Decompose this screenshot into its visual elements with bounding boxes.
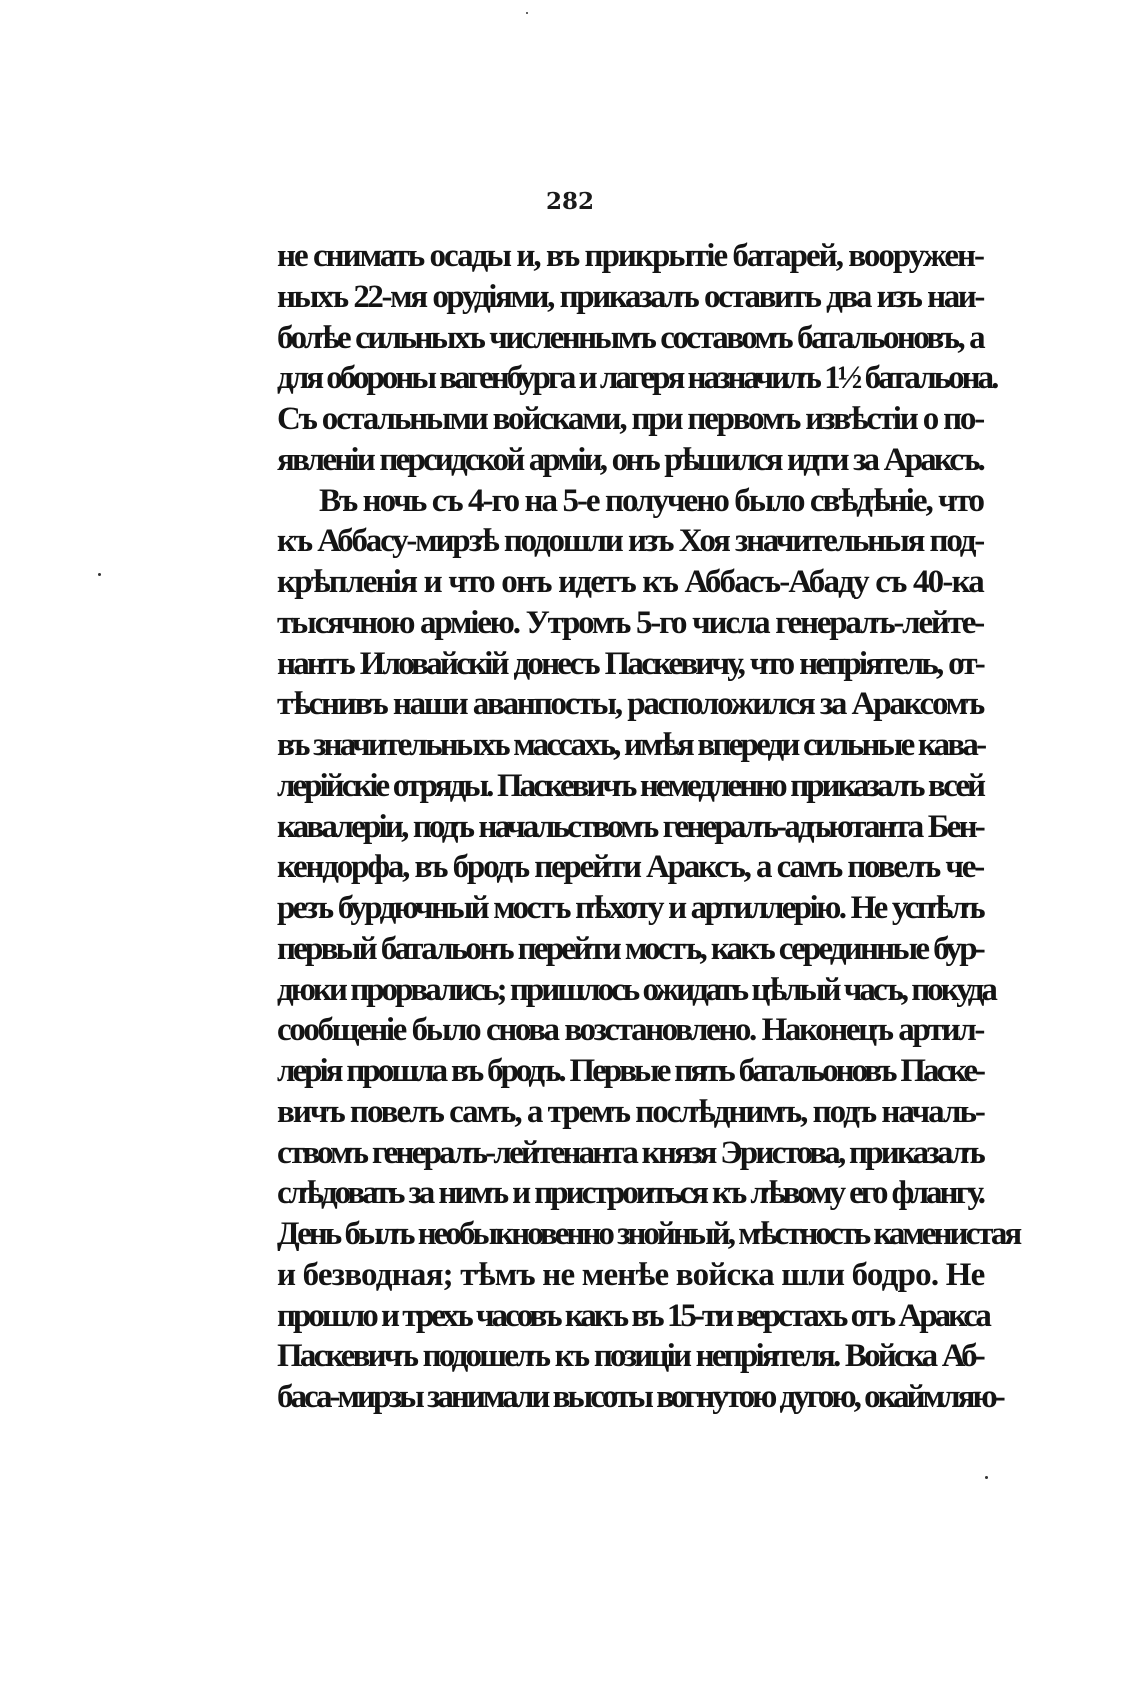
text-line: День былъ необыкновенно знойный, мѣстность каменистая — [277, 1216, 1020, 1252]
paragraph-2 — [277, 481, 1020, 1418]
text-line: сообщеніе было снова возстановлено. Наконецъ артил- — [277, 1012, 983, 1049]
text-line: первый батальонъ перейти мостъ, какъ серединные бур- — [277, 930, 983, 967]
text-line: тѣснивъ наши аванпосты, расположился за Араксомъ — [277, 686, 983, 723]
text-line: крѣпленія и что онъ идетъ къ Аббасъ-Абаду съ 40-ка — [277, 564, 983, 600]
text-line: тысячною арміею. Утромъ 5-го числа генералъ-лейте- — [277, 604, 983, 641]
text-line: резъ бурдючный мостъ пѣхоту и артиллерію. Не успѣлъ — [277, 890, 983, 926]
text-line: Паскевичъ подошелъ къ позиціи непріятеля. Войска Аб- — [277, 1338, 983, 1375]
page-number: 282 — [545, 188, 594, 215]
text-line: ныхъ 22-мя орудіями, приказалъ оставить два изъ наи- — [277, 278, 983, 315]
text-line: лерія прошла въ бродъ. Первые пять батальоновъ Паске- — [277, 1053, 983, 1089]
text-line: въ значительныхъ массахъ, имѣя впереди сильные кава- — [277, 727, 985, 763]
text-line: къ Аббасу-мирзѣ подошли изъ Хоя значительныя под- — [277, 523, 983, 560]
text-line: вичъ повелъ самъ, а тремъ послѣднимъ, подъ началь- — [277, 1093, 984, 1130]
paragraph-1 — [277, 236, 997, 481]
text-line: лерійскіе отряды. Паскевичъ немедленно приказалъ всей — [277, 767, 983, 804]
scan-speck — [985, 1476, 988, 1479]
text-line: прошло и трехъ часовъ какъ въ 15-ти верстахъ отъ Аракса — [277, 1297, 989, 1334]
text-line: нантъ Иловайскій донесъ Паскевичу, что непріятель, от- — [277, 645, 983, 682]
text-line: не снимать осады и, въ прикрытіе батарей, вооружен- — [277, 238, 983, 274]
text-line: Съ остальными войсками, при первомъ извѣстіи о по- — [277, 401, 983, 437]
text-line: и безводная; тѣмъ не менѣе войска шли бодро. Не — [277, 1256, 985, 1293]
text-line: для обороны вагенбурга и лагеря назначилъ 1½ батальона. — [277, 360, 997, 397]
text-line: болѣе сильныхъ численнымъ составомъ батальоновъ, а — [277, 319, 983, 356]
text-line: ствомъ генералъ-лейтенанта князя Эристова, приказалъ — [277, 1134, 983, 1171]
text-line: баса-мирзы занимали высоты вогнутою дугою, окаймляю- — [277, 1379, 1003, 1415]
text-line: кавалеріи, подъ начальствомъ генералъ-адъютанта Бен- — [277, 808, 983, 845]
text-line: кендорфа, въ бродъ перейти Араксъ, а самъ повелъ че- — [277, 849, 983, 886]
scan-speck — [526, 12, 528, 14]
text-line: явленіи персидской арміи, онъ рѣшился идти за Араксъ. — [277, 441, 983, 478]
text-line: слѣдовать за нимъ и пристроиться къ лѣвому его флангу. — [277, 1175, 983, 1212]
body-text — [277, 236, 1020, 1418]
scan-speck — [98, 573, 101, 576]
text-line: дюки прорвались; пришлось ожидать цѣлый часъ, покуда — [277, 971, 995, 1008]
text-line: Въ ночь съ 4-го на 5-е получено было свѣдѣніе, что — [319, 482, 983, 519]
